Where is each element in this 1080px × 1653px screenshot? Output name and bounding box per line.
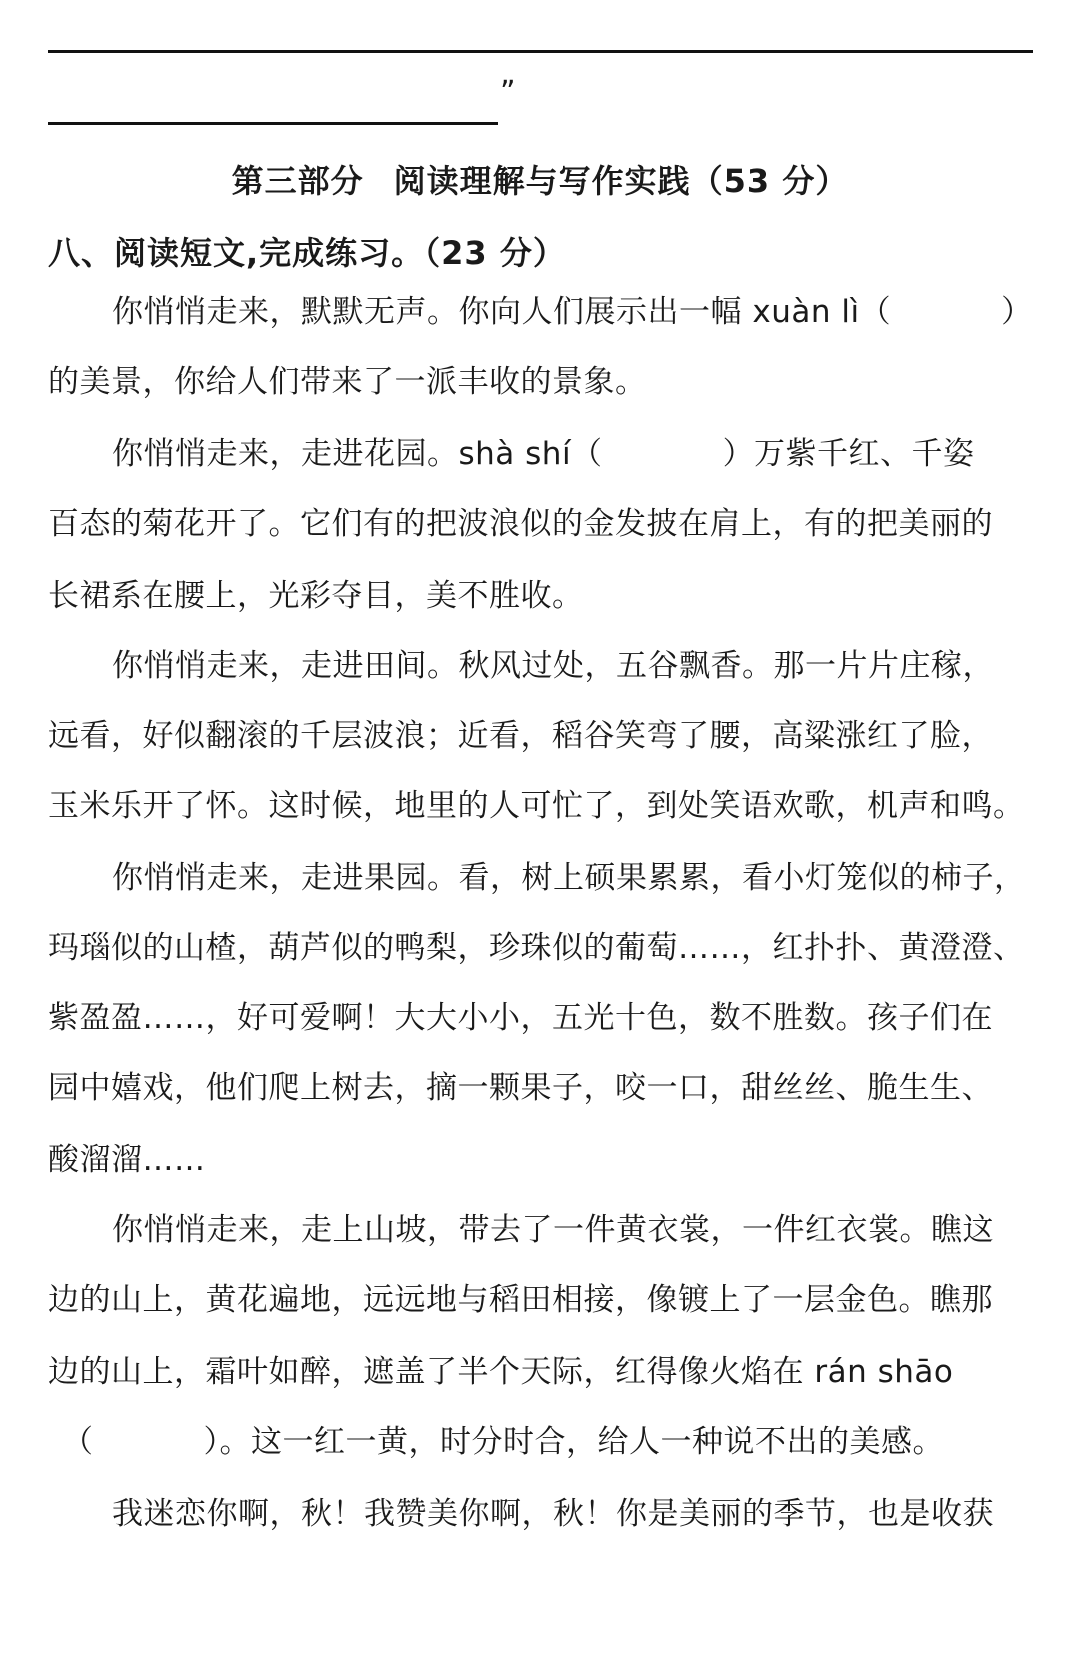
- passage-line: 边的山上，霜叶如醉，遮盖了半个天际，红得像火焰在 rán shāo: [48, 1354, 954, 1390]
- passage-line: 你悄悄走来，走进果园。看，树上硕果累累，看小灯笼似的柿子，: [112, 860, 1026, 896]
- passage-text: 你悄悄走来，走进花园。shà shí（: [112, 436, 603, 472]
- passage-text: （: [62, 1424, 94, 1460]
- passage-text: 你悄悄走来，默默无声。你向人们展示出一幅 xuàn lì（: [112, 294, 892, 330]
- passage-line: 玛瑙似的山楂，葫芦似的鸭梨，珍珠似的葡萄……，红扑扑、黄澄澄、: [48, 930, 1025, 966]
- passage-line: 我迷恋你啊，秋！我赞美你啊，秋！你是美丽的季节，也是收获: [112, 1496, 994, 1532]
- passage-line: 紫盈盈……，好可爱啊！大大小小，五光十色，数不胜数。孩子们在: [48, 1000, 993, 1036]
- passage-line: 园中嬉戏，他们爬上树去，摘一颗果子，咬一口，甜丝丝、脆生生、: [48, 1070, 993, 1106]
- closing-quote-mark: ”: [500, 75, 516, 110]
- answer-line-1: [48, 50, 1033, 53]
- passage-text: ）: [1001, 294, 1033, 330]
- passage-line: 你悄悄走来，走进田间。秋风过处，五谷飘香。那一片片庄稼，: [112, 648, 994, 684]
- passage-text: ）。这一红一黄，时分时合，给人一种说不出的美感。: [203, 1424, 944, 1460]
- part-name: 阅读理解与写作实践（53 分）: [393, 162, 849, 200]
- passage-line: 酸溜溜……: [48, 1142, 206, 1178]
- passage-line: 远看，好似翻滚的千层波浪；近看，稻谷笑弯了腰，高粱涨红了脸，: [48, 718, 993, 754]
- part-number: 第三部分: [231, 162, 364, 200]
- passage-line: 边的山上，黄花遍地，远远地与稻田相接，像镀上了一层金色。瞧那: [48, 1282, 993, 1318]
- part-title: [0, 156, 1080, 206]
- passage-line: 的美景，你给人们带来了一派丰收的景象。: [48, 364, 647, 400]
- passage-line: 百态的菊花开了。它们有的把波浪似的金发披在肩上，有的把美丽的: [48, 506, 993, 542]
- passage-line: [48, 1416, 1040, 1468]
- passage-line: 你悄悄走来，走上山坡，带去了一件黄衣裳，一件红衣裳。瞧这: [112, 1212, 994, 1248]
- passage-line: [112, 428, 1040, 480]
- passage-line: [112, 286, 1040, 338]
- answer-line-2: [48, 122, 498, 125]
- passage-text: ）万紫千红、千姿: [722, 436, 975, 472]
- section-heading: 八、阅读短文,完成练习。（23 分）: [48, 234, 566, 272]
- passage-line: 长裙系在腰上，光彩夺目，美不胜收。: [48, 578, 584, 614]
- passage-line: 玉米乐开了怀。这时候，地里的人可忙了，到处笑语欢歌，机声和鸣。: [48, 788, 1025, 824]
